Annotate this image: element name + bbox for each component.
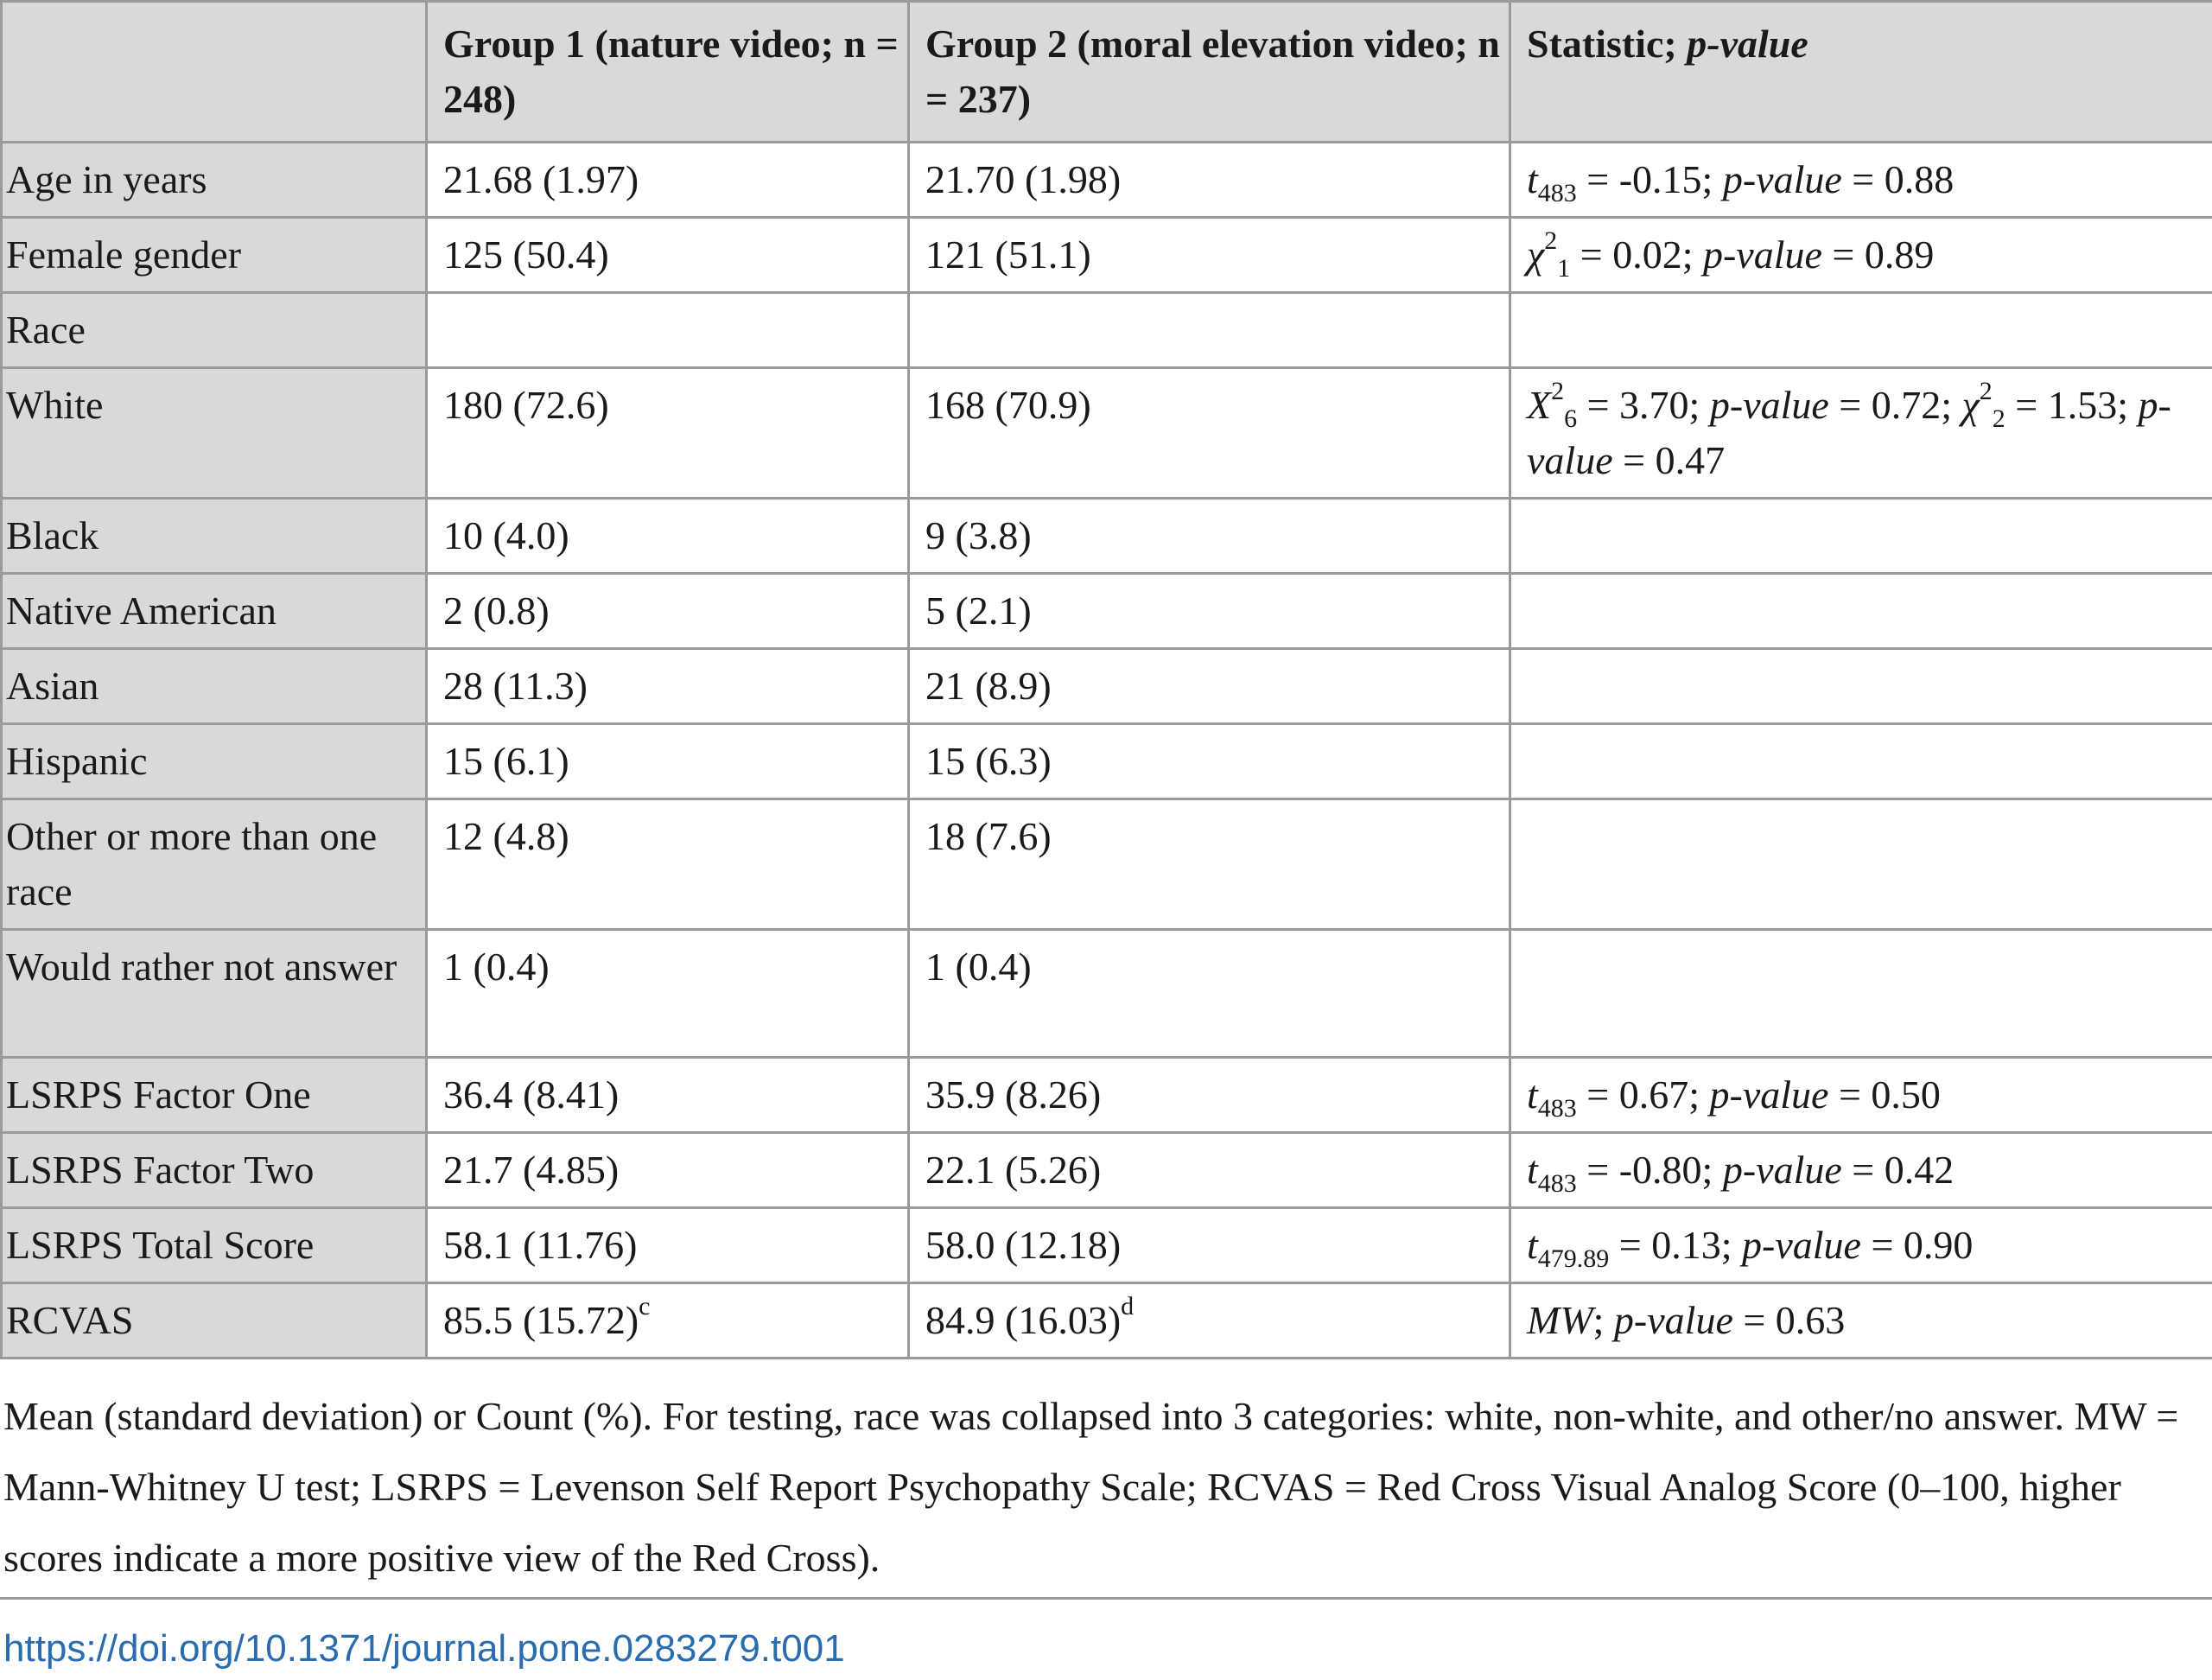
stat-symbol: MW xyxy=(1527,1298,1593,1342)
row-label: LSRPS Factor One xyxy=(2,1058,427,1133)
statistic-value xyxy=(1510,499,2212,574)
pvalue-label: p-value xyxy=(1709,383,1829,427)
row-label: Asian xyxy=(2,649,427,724)
header-pvalue-label: p-value xyxy=(1687,22,1808,66)
group1-value: 36.4 (8.41) xyxy=(427,1058,909,1133)
group1-value xyxy=(427,1283,909,1359)
pvalue-label: p-value xyxy=(1613,1298,1733,1342)
stat-symbol: t xyxy=(1527,157,1538,201)
stat-text: = 0.02; xyxy=(1570,232,1703,277)
table-row xyxy=(2,293,2212,368)
statistic-value xyxy=(1510,799,2212,930)
stat-text: = 0.50 xyxy=(1828,1072,1941,1117)
doi-link[interactable]: https://doi.org/10.1371/journal.pone.0283279.t001 xyxy=(3,1627,845,1670)
table-row xyxy=(2,218,2212,293)
row-label: Other or more than one race xyxy=(2,799,427,930)
stat-subscript: 483 xyxy=(1537,1169,1577,1198)
stat-text: = 0.67; xyxy=(1576,1072,1710,1117)
table-row xyxy=(2,143,2212,218)
statistic-value xyxy=(1510,649,2212,724)
group2-value xyxy=(909,293,1510,368)
group1-value: 21.68 (1.97) xyxy=(427,143,909,218)
stat-subscript: 483 xyxy=(1537,179,1577,207)
footnote-marker: c xyxy=(639,1292,651,1320)
row-label: White xyxy=(2,368,427,499)
pvalue-label: p-value xyxy=(1742,1223,1861,1267)
stat-text: ; xyxy=(1592,1298,1614,1342)
stat-text: = 0.89 xyxy=(1821,232,1935,277)
stat-symbol: t xyxy=(1527,1072,1538,1117)
row-label: RCVAS xyxy=(2,1283,427,1359)
group2-value: 15 (6.3) xyxy=(909,724,1510,799)
pvalue-label: p-value xyxy=(1709,1072,1829,1117)
stat-text: = -0.15; xyxy=(1576,157,1723,201)
stat-text: = 0.47 xyxy=(1612,438,1726,482)
stat-text: = -0.80; xyxy=(1576,1148,1723,1192)
stat-text: = 1.53; xyxy=(2005,383,2139,427)
row-label: Female gender xyxy=(2,218,427,293)
group2-value: 9 (3.8) xyxy=(909,499,1510,574)
group2-value xyxy=(909,1283,1510,1359)
stat-text: = 0.63 xyxy=(1732,1298,1846,1342)
row-label: Would rather not answer xyxy=(2,930,427,1058)
table-header-row xyxy=(2,2,2212,143)
stat-text: = 0.42 xyxy=(1841,1148,1955,1192)
group2-value: 1 (0.4) xyxy=(909,930,1510,1058)
stat-symbol: χ xyxy=(1527,232,1545,277)
group1-value xyxy=(427,293,909,368)
group1-value: 180 (72.6) xyxy=(427,368,909,499)
statistic-value xyxy=(1510,218,2212,293)
table-row xyxy=(2,1208,2212,1283)
stat-text: = 0.90 xyxy=(1860,1223,1974,1267)
stat-superscript: 2 xyxy=(1979,377,1993,405)
stat-symbol: t xyxy=(1527,1223,1538,1267)
pvalue-label: p-value xyxy=(1722,1148,1842,1192)
stat-subscript: 6 xyxy=(1564,404,1578,433)
pvalue-label: p-value xyxy=(1702,232,1822,277)
group1-value: 21.7 (4.85) xyxy=(427,1133,909,1208)
pvalue-label: p-value xyxy=(1722,157,1842,201)
row-label: Race xyxy=(2,293,427,368)
group2-value: 35.9 (8.26) xyxy=(909,1058,1510,1133)
statistic-value xyxy=(1510,1058,2212,1133)
stat-subscript: 1 xyxy=(1557,254,1571,283)
statistic-value xyxy=(1510,574,2212,649)
footnote-marker: d xyxy=(1121,1292,1135,1320)
row-label: Age in years xyxy=(2,143,427,218)
group1-value: 125 (50.4) xyxy=(427,218,909,293)
table-row xyxy=(2,499,2212,574)
header-cell-blank xyxy=(2,2,427,143)
statistic-value xyxy=(1510,1208,2212,1283)
table-row xyxy=(2,1133,2212,1208)
header-statistic xyxy=(1510,2,2212,143)
table-row xyxy=(2,799,2212,930)
row-label: LSRPS Total Score xyxy=(2,1208,427,1283)
group2-value: 5 (2.1) xyxy=(909,574,1510,649)
statistic-value xyxy=(1510,368,2212,499)
table-row xyxy=(2,1058,2212,1133)
group2-value: 121 (51.1) xyxy=(909,218,1510,293)
statistic-value xyxy=(1510,143,2212,218)
group1-number: 85.5 (15.72) xyxy=(443,1298,639,1342)
group1-value: 12 (4.8) xyxy=(427,799,909,930)
group2-value: 21.70 (1.98) xyxy=(909,143,1510,218)
statistic-value xyxy=(1510,293,2212,368)
stat-subscript: 2 xyxy=(1992,404,2005,433)
group1-value: 2 (0.8) xyxy=(427,574,909,649)
statistic-value xyxy=(1510,724,2212,799)
statistic-value xyxy=(1510,1133,2212,1208)
group1-value: 10 (4.0) xyxy=(427,499,909,574)
stat-superscript: 2 xyxy=(1544,226,1558,255)
row-label: Native American xyxy=(2,574,427,649)
table-footnote: Mean (standard deviation) or Count (%). For testing, race was collapsed into 3 categories: white, non-white, and other/no answer. MW = Mann-Whitney U test; LSRPS = Levenson Self Report Psychopathy Scale; RCVAS = Red Cross Visual Analog Score (0–100, higher scores indicate a more positive view of the Red Cross). xyxy=(3,1394,2179,1580)
group1-value: 15 (6.1) xyxy=(427,724,909,799)
group2-value: 22.1 (5.26) xyxy=(909,1133,1510,1208)
header-group1: Group 1 (nature video; n = 248) xyxy=(427,2,909,143)
stat-symbol: X xyxy=(1527,383,1552,427)
header-statistic-label: Statistic; xyxy=(1527,22,1688,66)
group1-value: 1 (0.4) xyxy=(427,930,909,1058)
table-row xyxy=(2,930,2212,1058)
table-row xyxy=(2,649,2212,724)
stat-text: = 3.70; xyxy=(1577,383,1710,427)
row-label: Hispanic xyxy=(2,724,427,799)
table-row xyxy=(2,1283,2212,1359)
row-label: Black xyxy=(2,499,427,574)
stat-text: = 0.72; xyxy=(1828,383,1962,427)
header-group2: Group 2 (moral elevation video; n = 237) xyxy=(909,2,1510,143)
stat-text: = 0.88 xyxy=(1841,157,1955,201)
stat-symbol: χ xyxy=(1961,383,1980,427)
group2-number: 84.9 (16.03) xyxy=(925,1298,1122,1342)
group2-value: 21 (8.9) xyxy=(909,649,1510,724)
row-label: LSRPS Factor Two xyxy=(2,1133,427,1208)
group2-value: 18 (7.6) xyxy=(909,799,1510,930)
stat-subscript: 483 xyxy=(1537,1094,1577,1123)
divider xyxy=(0,1597,2212,1600)
pvalue-label: p-value xyxy=(1527,383,2171,482)
stat-text: = 0.13; xyxy=(1609,1223,1743,1267)
group1-value: 28 (11.3) xyxy=(427,649,909,724)
stat-symbol: t xyxy=(1527,1148,1538,1192)
group2-value: 58.0 (12.18) xyxy=(909,1208,1510,1283)
statistic-value xyxy=(1510,1283,2212,1359)
stat-superscript: 2 xyxy=(1551,377,1565,405)
group1-value: 58.1 (11.76) xyxy=(427,1208,909,1283)
statistic-value xyxy=(1510,930,2212,1058)
group2-value: 168 (70.9) xyxy=(909,368,1510,499)
table-row xyxy=(2,724,2212,799)
table-row xyxy=(2,368,2212,499)
stat-subscript: 479.89 xyxy=(1537,1244,1610,1273)
table-row xyxy=(2,574,2212,649)
